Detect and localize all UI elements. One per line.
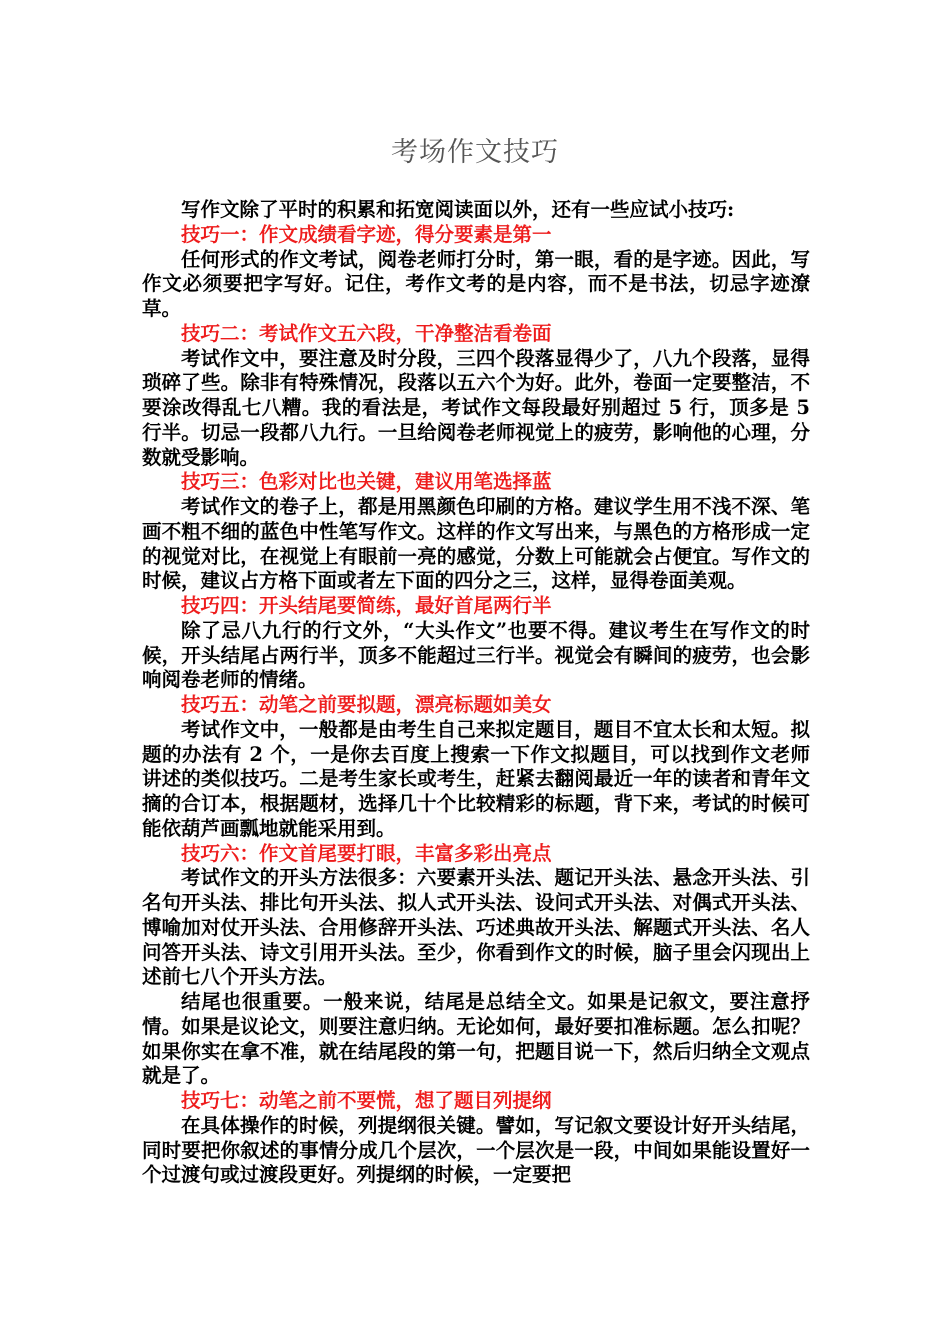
section-heading: 技巧二：考试作文五六段，干净整洁看卷面 [181,321,552,345]
body-paragraph: 考试作文的卷子上，都是用黑颜色印刷的方格。建议学生用不浅不深、笔画不粗不细的蓝色中性笔写作文。这样的作文写出来，与黑色的方格形成一定的视觉对比，在视觉上有眼前一亮的感觉，分数上可能就会占便宜。写作文的时候，建议占方格下面或者左下面的四分之三，这样，显得卷面美观。 [142,495,810,593]
body-paragraph: 结尾也很重要。一般来说，结尾是总结全文。如果是记叙文，要注意抒情。如果是议论文，则要注意归纳。无论如何，最好要扣准标题。怎么扣呢？如果你实在拿不准，就在结尾段的第一句，把题目说一下，然后归纳全文观点就是了。 [142,990,810,1088]
body-paragraph: 考试作文的开头方法很多：六要素开头法、题记开头法、悬念开头法、引名句开头法、排比句开头法、拟人式开头法、设问式开头法、对偶式开头法、博喻加对仗开头法、合用修辞开头法、巧述典故开头法、解题式开头法、名人问答开头法、诗文引用开头法。至少，你看到作文的时候，脑子里会闪现出上述前七八个开头方法。 [142,866,810,989]
body-paragraph: 写作文除了平时的积累和拓宽阅读面以外，还有一些应试小技巧: [181,198,735,221]
section-heading: 技巧七：动笔之前不要慌，想了题目列提纲 [181,1089,552,1112]
body-paragraph: 在具体操作的时候，列提纲很关键。譬如，写记叙文要设计好开头结尾，同时要把你叙述的事情分成几个层次，一个层次是一段，中间如果能设置好一个过渡句或过渡段更好。列提纲的时候，一定要把 [142,1113,810,1187]
body-paragraph: 考试作文中，一般都是由考生自己来拟定题目，题目不宜太长和太短。拟题的办法有 2 个，一是你去百度上搜索一下作文拟题目，可以找到作文老师讲述的类似技巧。二是考生家长或考生，赶紧去翻阅最近一年的读者和青年文摘的合订本，根据题材，选择几十个比较精彩的标题，背下来，考试的时候可能依葫芦画瓢地就能采用到。 [142,717,810,840]
section-heading: 技巧三：色彩对比也关键，建议用笔选择蓝 [181,470,552,494]
body-paragraph: 除了忌八九行的行文外，“大头作文”也要不得。建议考生在写作文的时候，开头结尾占两行半，顶多不能超过三行半。视觉会有瞬间的疲劳，也会影响阅卷老师的情绪。 [142,618,810,692]
section-heading: 技巧五：动笔之前要拟题，漂亮标题如美女 [181,693,552,716]
body-paragraph: 任何形式的作文考试，阅卷老师打分时，第一眼，看的是字迹。因此，写作文必须要把字写好。记住，考作文考的是内容，而不是书法，切忌字迹潦草。 [142,247,810,320]
section-heading: 技巧一：作文成绩看字迹，得分要素是第一 [181,222,552,246]
body-paragraph: 考试作文中，要注意及时分段，三四个段落显得少了，八九个段落，显得琐碎了些。除非有特殊情况，段落以五六个为好。此外，卷面一定要整洁，不要涂改得乱七八糟。我的看法是，考试作文每段最好别超过 5 行，顶多是 5 行半。切忌一段都八九行。一旦给阅卷老师视觉上的疲劳，影响他的心理，分数就受影响。 [142,346,810,469]
document-title: 考场作文技巧 [391,137,559,168]
document-body [142,198,810,1188]
section-heading: 技巧四：开头结尾要简练，最好首尾两行半 [181,594,552,617]
section-heading: 技巧六：作文首尾要打眼，丰富多彩出亮点 [181,841,552,865]
